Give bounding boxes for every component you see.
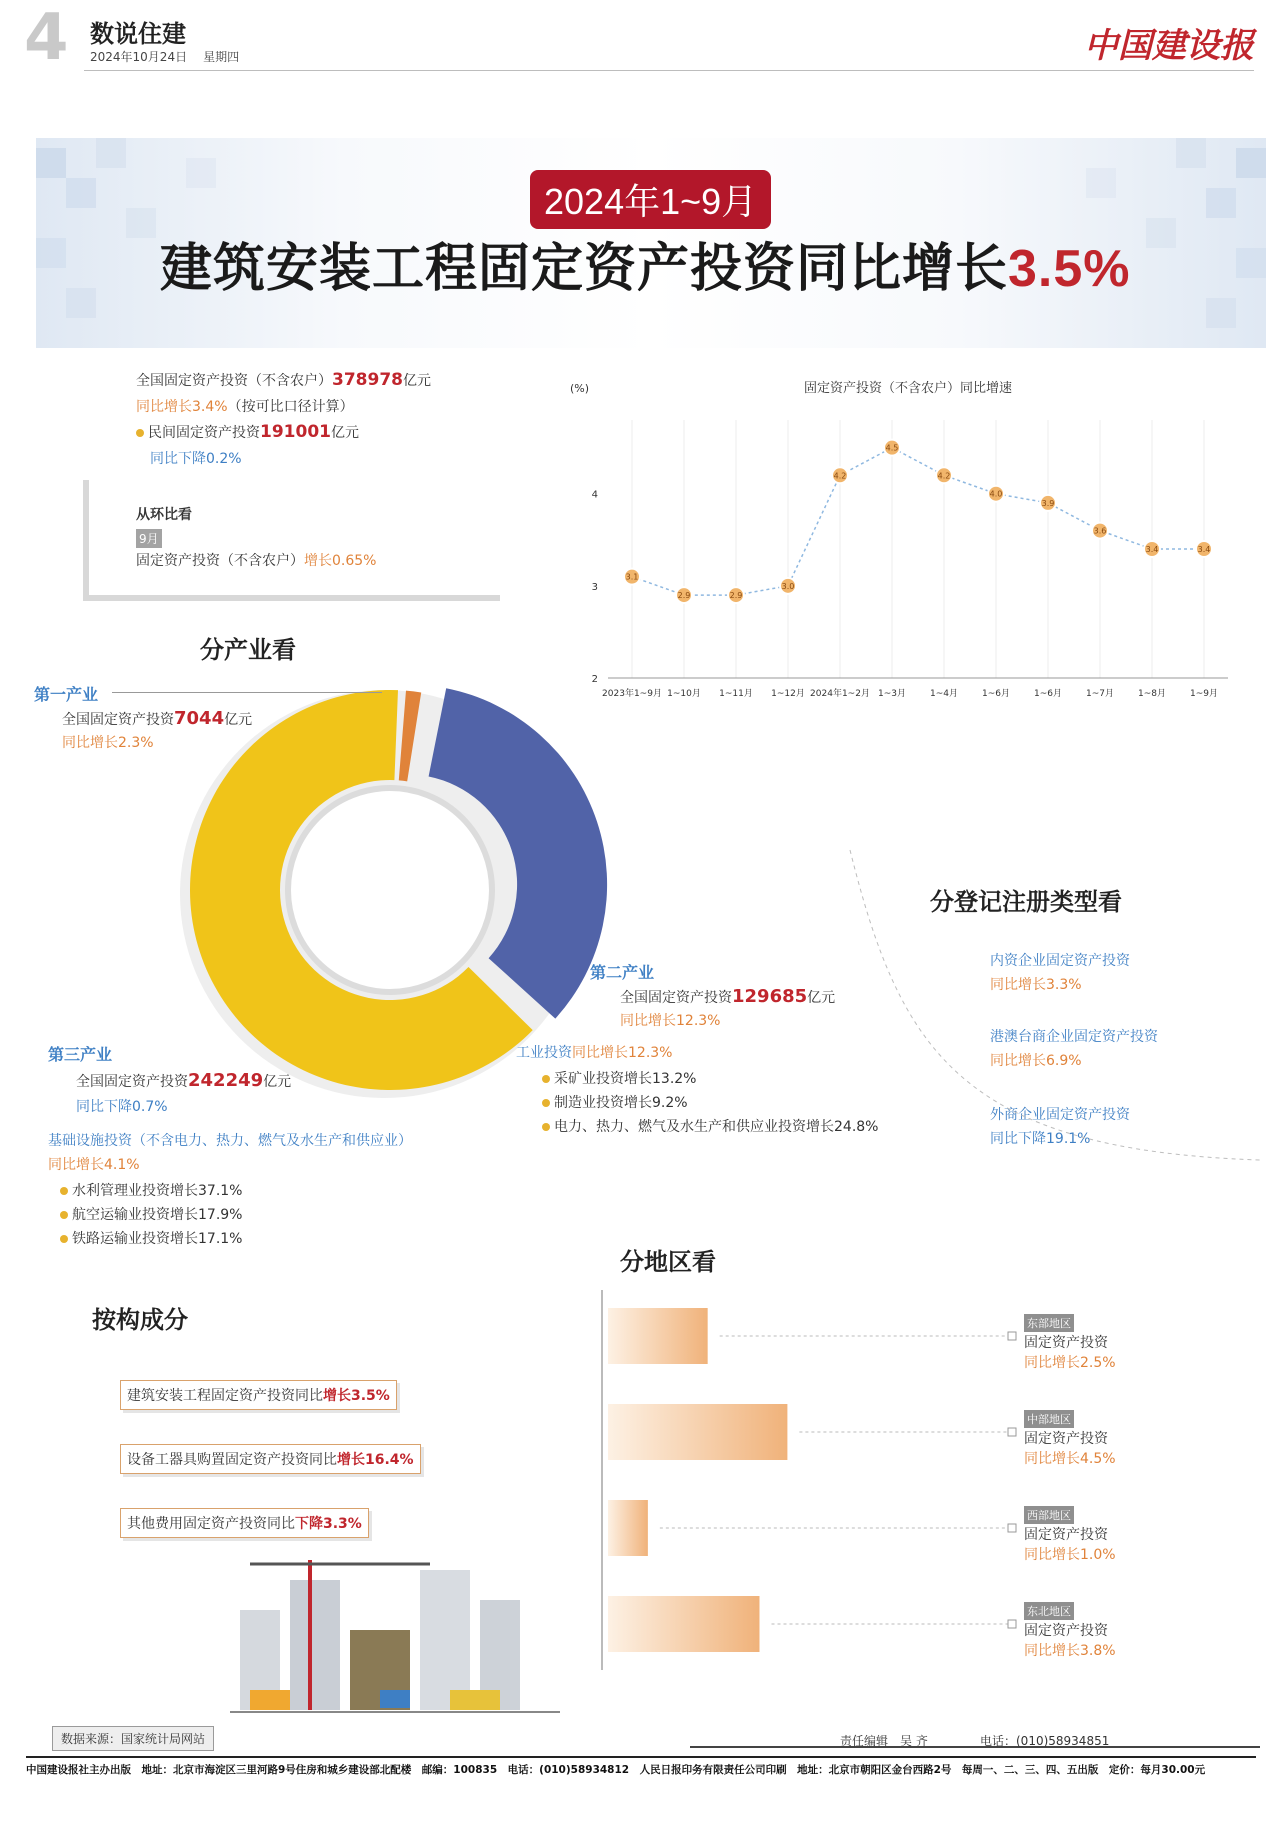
region-tag: 西部地区	[1024, 1506, 1074, 1524]
tertiary-item-3	[60, 1228, 242, 1248]
tertiary-value-line	[76, 1070, 291, 1091]
newspaper-masthead: 中国建设报	[1084, 26, 1254, 66]
summary-frame	[80, 480, 510, 610]
registration-title: 分登记注册类型看	[930, 887, 1122, 916]
tertiary-unit: 亿元	[263, 1074, 292, 1090]
registration-item-1-label: 内资企业固定资产投资	[990, 953, 1130, 969]
imprint: 中国建设报社主办出版 地址：北京市海淀区三里河路9号住房和城乡建设部北配楼 邮编：100835 电话：(010)58934812 人民日报印务有限责任公司印刷 地址：北京市朝阳区金台西路2号 每周一、二、三、四、五出版 定价：每月30.00元	[26, 1764, 1206, 1776]
page-number: 4	[24, 1, 69, 75]
secondary-item-1	[542, 1068, 696, 1088]
line-chart-data-label: 2.9	[729, 591, 743, 601]
region-1	[1024, 1312, 1116, 1372]
private-value: 191001	[260, 422, 331, 442]
bar-东部地区	[608, 1308, 708, 1364]
primary-change: 同比增长2.3%	[62, 735, 154, 751]
tertiary-label: 全国固定资产投资	[76, 1074, 188, 1090]
line-chart-xtick: 1~4月	[930, 689, 958, 699]
registration-item-3-label: 外商企业固定资产投资	[990, 1107, 1130, 1123]
mom-month: 9月	[136, 529, 162, 548]
composition-item-2	[120, 1444, 421, 1474]
line-chart-data-label: 3.9	[1041, 498, 1055, 508]
line-chart-data-label: 3.4	[1197, 545, 1211, 554]
composition-text: 建筑安装工程固定资产投资同比	[127, 1388, 323, 1404]
region-change: 同比增长1.0%	[1024, 1547, 1116, 1563]
line-chart-xtick: 2023年1~9月	[602, 689, 662, 699]
region-tag: 东部地区	[1024, 1314, 1074, 1332]
bullet-dot	[542, 1099, 550, 1107]
line-chart-data-label: 3.0	[781, 581, 795, 591]
registration-item-3-change: 同比下降19.1%	[990, 1131, 1091, 1147]
region-label: 固定资产投资	[1024, 1527, 1108, 1543]
primary-unit: 亿元	[224, 712, 253, 728]
secondary-item-text: 采矿业投资增长13.2%	[554, 1071, 697, 1087]
line-chart-ytick: 3	[591, 581, 598, 593]
secondary-value-line	[620, 986, 835, 1007]
region-tag: 东北地区	[1024, 1602, 1074, 1620]
registration-frame	[840, 830, 1270, 1210]
bullet-dot	[60, 1211, 68, 1219]
line-chart-xtick: 1~12月	[771, 689, 805, 699]
line-chart-xtick: 1~11月	[719, 689, 753, 699]
footer-rule	[690, 1746, 1260, 1748]
line-chart-data-label: 3.4	[1145, 545, 1159, 554]
bar-东北地区	[608, 1596, 759, 1652]
secondary-title: 第二产业	[590, 963, 655, 982]
total-growth: 3.4%	[192, 399, 228, 415]
bar-leader-end	[1008, 1524, 1016, 1532]
source-box: 数据来源：国家统计局网站	[52, 1726, 214, 1751]
line-chart-xtick: 1~6月	[1034, 689, 1062, 699]
secondary-item-3	[542, 1116, 878, 1136]
registration-item-2-change: 同比增长6.9%	[990, 1053, 1082, 1069]
headline-text: 建筑安装工程固定资产投资同比增长	[160, 238, 1009, 299]
private-change-prefix: 同比下降	[150, 451, 206, 467]
bar-西部地区	[608, 1500, 648, 1556]
line-chart-series	[632, 448, 1204, 595]
industry-title: 分产业看	[200, 635, 296, 664]
summary-total	[136, 370, 431, 390]
line-chart-ylabel: (%)	[570, 382, 590, 395]
region-tag: 中部地区	[1024, 1410, 1074, 1428]
bullet-dot	[60, 1235, 68, 1243]
line-chart-data-label: 4.2	[937, 471, 951, 481]
tertiary-item-2	[60, 1204, 242, 1224]
line-chart-data-label: 4.2	[833, 471, 847, 481]
composition-emph: 增长16.4%	[337, 1452, 414, 1468]
bullet-dot	[60, 1187, 68, 1195]
industrial-prefix: 工业投资	[516, 1045, 572, 1061]
headline	[160, 226, 1131, 301]
bar-leader-end	[1008, 1428, 1016, 1436]
issue-weekday: 星期四	[203, 50, 240, 64]
secondary-label: 全国固定资产投资	[620, 990, 732, 1006]
bullet-dot	[136, 429, 144, 437]
section-name: 数说住建	[90, 20, 186, 48]
primary-value: 7044	[174, 708, 225, 729]
bullet-dot	[542, 1123, 550, 1131]
secondary-item-text: 电力、热力、燃气及水生产和供应业投资增长24.8%	[554, 1119, 879, 1135]
line-chart-data-label: 2.9	[677, 591, 691, 601]
tertiary-item-1	[60, 1180, 242, 1200]
line-chart-xtick: 2024年1~2月	[810, 689, 870, 699]
infra-change: 同比增长4.1%	[48, 1157, 140, 1173]
region-2	[1024, 1408, 1116, 1468]
private-label: 民间固定资产投资	[148, 425, 260, 441]
composition-emph: 下降3.3%	[295, 1516, 362, 1532]
bar-leader-end	[1008, 1332, 1016, 1340]
line-chart-xtick: 1~7月	[1086, 689, 1114, 699]
line-chart-xtick: 1~8月	[1138, 689, 1166, 699]
primary-title: 第一产业	[34, 685, 99, 704]
line-chart-data-label: 3.6	[1093, 526, 1107, 536]
editor: 责任编辑 吴 齐	[840, 1734, 928, 1748]
region-change: 同比增长4.5%	[1024, 1451, 1116, 1467]
header-rule	[84, 70, 1254, 71]
tertiary-title: 第三产业	[48, 1045, 113, 1064]
region-label: 固定资产投资	[1024, 1623, 1108, 1639]
composition-text: 其他费用固定资产投资同比	[127, 1516, 295, 1532]
line-chart-data-label: 3.1	[625, 572, 639, 582]
total-growth-note: （按可比口径计算）	[227, 399, 354, 415]
tertiary-item-text: 航空运输业投资增长17.9%	[72, 1207, 243, 1223]
summary-private	[136, 422, 359, 442]
secondary-item-text: 制造业投资增长9.2%	[554, 1095, 688, 1111]
total-unit: 亿元	[402, 373, 431, 389]
infra-label: 基础设施投资（不含电力、热力、燃气及水生产和供应业）	[48, 1133, 412, 1149]
line-chart	[568, 370, 1248, 710]
tertiary-value: 242249	[188, 1070, 264, 1091]
primary-value-line	[62, 708, 252, 729]
secondary-unit: 亿元	[807, 990, 836, 1006]
secondary-change: 同比增长12.3%	[620, 1013, 721, 1029]
primary-label: 全国固定资产投资	[62, 712, 174, 728]
summary-private-change	[150, 448, 242, 468]
region-label: 固定资产投资	[1024, 1335, 1108, 1351]
line-chart-data-label: 4.5	[885, 443, 899, 453]
industrial-change: 同比增长12.3%	[572, 1045, 673, 1061]
composition-title: 按构成分	[92, 1305, 188, 1334]
pie-chart-hole	[288, 788, 492, 992]
registration-item-2-label: 港澳台商企业固定资产投资	[990, 1029, 1158, 1045]
total-growth-prefix: 同比增长	[136, 399, 192, 415]
imprint-rule	[26, 1756, 1256, 1758]
tertiary-item-text: 水利管理业投资增长37.1%	[72, 1183, 243, 1199]
mom-change: 0.65%	[332, 553, 377, 569]
region-4	[1024, 1600, 1116, 1660]
region-change: 同比增长3.8%	[1024, 1643, 1116, 1659]
private-unit: 亿元	[330, 425, 359, 441]
tertiary-change: 同比下降0.7%	[76, 1099, 168, 1115]
secondary-value: 129685	[732, 986, 808, 1007]
bar-leader-end	[1008, 1620, 1016, 1628]
industrial-line	[516, 1042, 672, 1062]
date-line	[90, 48, 255, 65]
secondary-item-2	[542, 1092, 688, 1112]
region-title: 分地区看	[620, 1247, 716, 1276]
region-3	[1024, 1504, 1116, 1564]
composition-text: 设备工器具购置固定资产投资同比	[127, 1452, 337, 1468]
line-chart-xtick: 1~6月	[982, 689, 1010, 699]
mom-title: 从环比看	[136, 507, 192, 523]
registration-item-1-change: 同比增长3.3%	[990, 977, 1082, 993]
headline-percent: 3.5%	[1008, 240, 1131, 298]
composition-item-3	[120, 1508, 369, 1538]
line-chart-xtick: 1~10月	[667, 689, 701, 699]
line-chart-ytick: 4	[591, 489, 598, 501]
line-chart-xtick: 1~3月	[878, 689, 906, 699]
line-chart-ytick: 2	[591, 674, 598, 685]
line-chart-title: 固定资产投资（不含农户）同比增速	[803, 381, 1013, 396]
bar-chart	[600, 1290, 1020, 1670]
period-pill: 2024年1~9月	[530, 170, 771, 229]
mom-change-prefix: 增长	[304, 553, 332, 569]
private-change: 0.2%	[206, 451, 242, 467]
mom-label: 固定资产投资（不含农户）	[136, 553, 304, 569]
bar-中部地区	[608, 1404, 787, 1460]
total-label: 全国固定资产投资（不含农户）	[136, 373, 332, 389]
construction-illustration	[230, 1540, 560, 1720]
tertiary-item-text: 铁路运输业投资增长17.1%	[72, 1231, 243, 1247]
region-label: 固定资产投资	[1024, 1431, 1108, 1447]
line-chart-data-label: 4.0	[989, 489, 1003, 499]
bullet-dot	[542, 1075, 550, 1083]
total-value: 378978	[332, 370, 403, 390]
summary-total-growth	[136, 396, 354, 416]
primary-leader	[112, 692, 382, 693]
composition-item-1	[120, 1380, 397, 1410]
issue-date: 2024年10月24日	[90, 50, 188, 64]
region-change: 同比增长2.5%	[1024, 1355, 1116, 1371]
line-chart-xtick: 1~9月	[1190, 689, 1218, 699]
composition-emph: 增长3.5%	[323, 1388, 390, 1404]
phone: 电话：(010)58934851	[980, 1734, 1110, 1748]
